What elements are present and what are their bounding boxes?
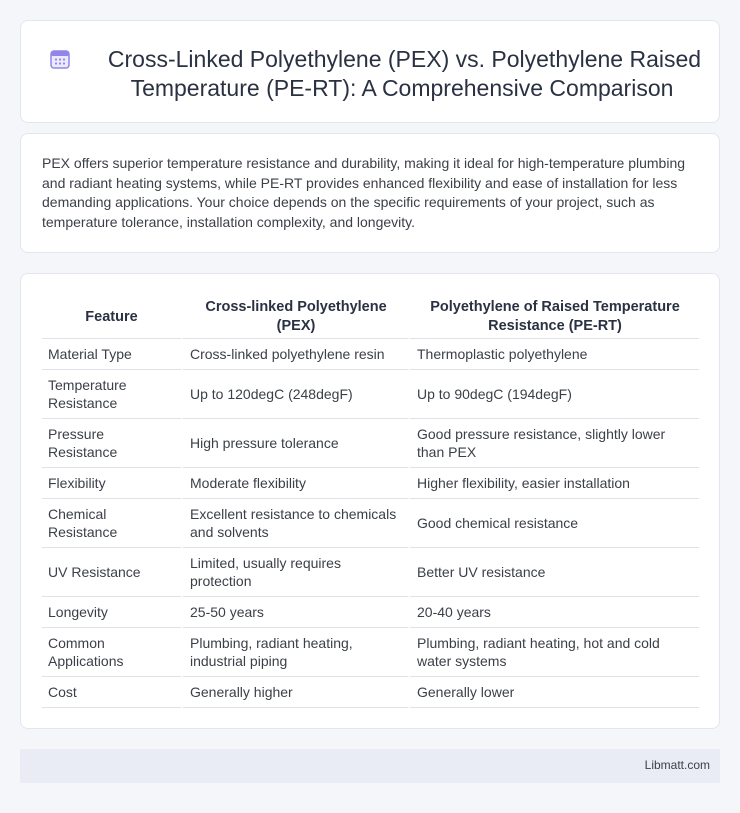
summary-paragraph: PEX offers superior temperature resistance and durability, making it ideal for high-temperature plumbing and radiant heating systems, while PE-RT provides enhanced flexibility and ease of installation for less demanding applications. Your choice depends on the specific requirements of your project, such as temperature tolerance, installation complexity, and longevity. xyxy=(42,155,686,230)
table-row xyxy=(42,628,699,677)
header-pex: Cross-linked Polyethylene (PEX) xyxy=(181,294,408,339)
pex-cell: 25-50 years xyxy=(181,597,408,628)
feature-cell: Common Applications xyxy=(42,628,181,677)
table-row xyxy=(42,499,699,548)
table-row xyxy=(42,339,699,370)
table-row xyxy=(42,370,699,419)
feature-cell: Temperature Resistance xyxy=(42,370,181,419)
pert-cell: Generally lower xyxy=(408,677,699,708)
table-row xyxy=(42,419,699,468)
feature-cell: Cost xyxy=(42,677,181,708)
pert-cell: Thermoplastic polyethylene xyxy=(408,339,699,370)
table-row xyxy=(42,677,699,708)
table-row xyxy=(42,468,699,499)
header-feature: Feature xyxy=(42,294,181,339)
pert-cell: Higher flexibility, easier installation xyxy=(408,468,699,499)
feature-cell: Longevity xyxy=(42,597,181,628)
pex-cell: Cross-linked polyethylene resin xyxy=(181,339,408,370)
feature-cell: Flexibility xyxy=(42,468,181,499)
pex-cell: Excellent resistance to chemicals and solvents xyxy=(181,499,408,548)
pex-cell: Moderate flexibility xyxy=(181,468,408,499)
pex-cell: Up to 120degC (248degF) xyxy=(181,370,408,419)
comparison-card xyxy=(20,273,720,729)
title-card xyxy=(20,20,720,123)
comparison-table xyxy=(42,294,699,708)
header-pert: Polyethylene of Raised Temperature Resistance (PE-RT) xyxy=(408,294,699,339)
footer-bar xyxy=(20,749,720,783)
calendar-icon xyxy=(49,48,71,70)
pert-cell: Up to 90degC (194degF) xyxy=(408,370,699,419)
footer-site-link[interactable]: Libmatt.com xyxy=(644,758,710,772)
pert-cell: 20-40 years xyxy=(408,597,699,628)
feature-cell: Chemical Resistance xyxy=(42,499,181,548)
table-row xyxy=(42,597,699,628)
feature-cell: Pressure Resistance xyxy=(42,419,181,468)
pert-cell: Better UV resistance xyxy=(408,548,699,597)
feature-cell: Material Type xyxy=(42,339,181,370)
feature-cell: UV Resistance xyxy=(42,548,181,597)
page-title: Cross-Linked Polyethylene (PEX) vs. Polyethylene Raised Temperature (PE-RT): A Comprehensive Comparison xyxy=(107,46,702,101)
table-header-row xyxy=(42,294,699,339)
pex-cell: High pressure tolerance xyxy=(181,419,408,468)
pex-cell: Generally higher xyxy=(181,677,408,708)
pert-cell: Good chemical resistance xyxy=(408,499,699,548)
pert-cell: Good pressure resistance, slightly lower than PEX xyxy=(408,419,699,468)
table-row xyxy=(42,548,699,597)
pex-cell: Plumbing, radiant heating, industrial piping xyxy=(181,628,408,677)
pex-cell: Limited, usually requires protection xyxy=(181,548,408,597)
pert-cell: Plumbing, radiant heating, hot and cold water systems xyxy=(408,628,699,677)
summary-card xyxy=(20,133,720,253)
